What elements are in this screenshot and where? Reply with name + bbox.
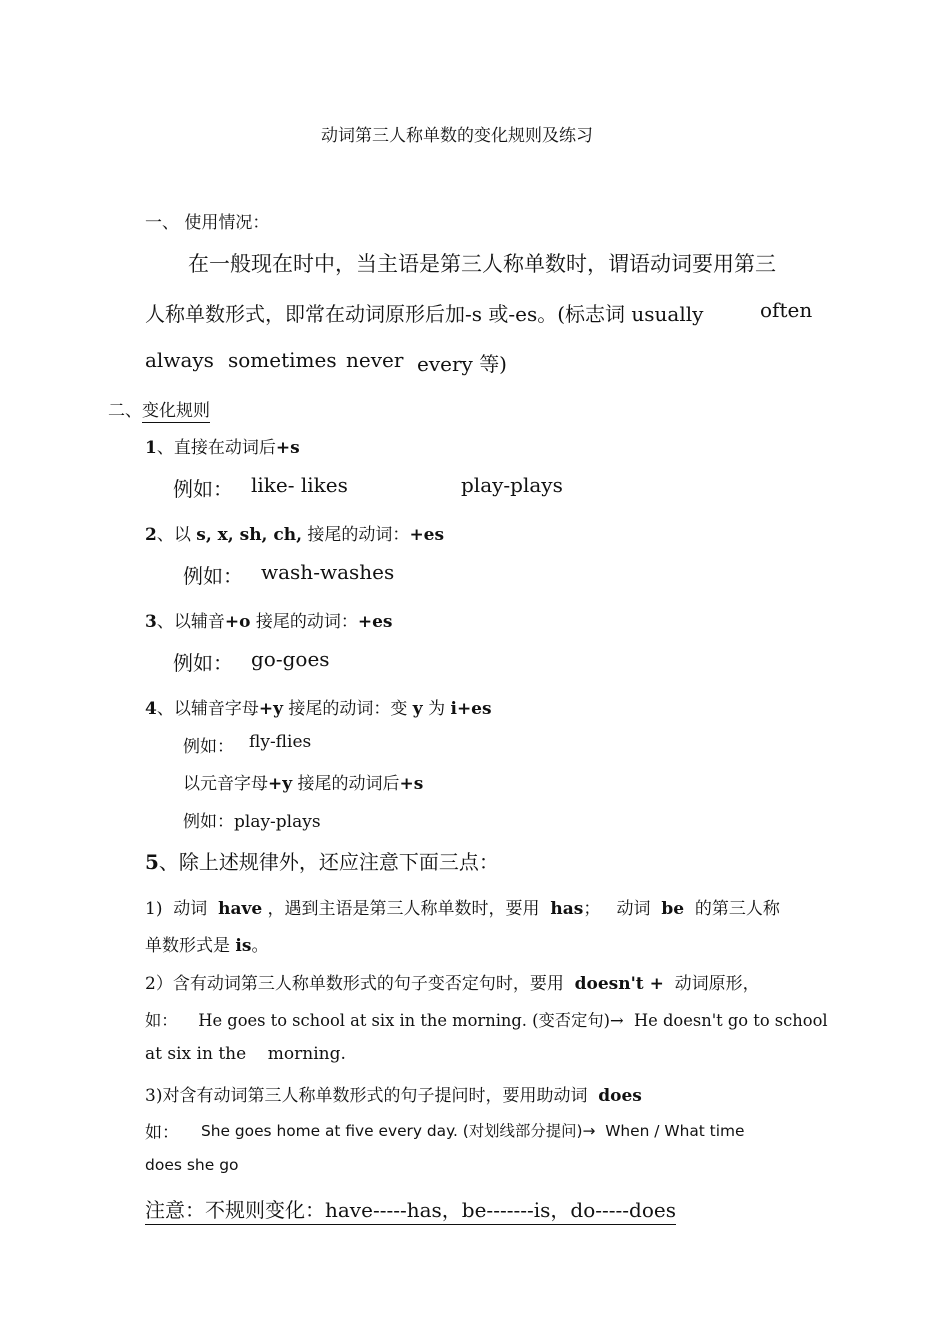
point-keyword-doesnt: doesn't + — [574, 974, 664, 994]
section2-heading — [108, 396, 210, 421]
para-line2-often: often — [760, 298, 813, 322]
section2-title: 变化规则 — [142, 401, 210, 421]
rule-number: 3 — [145, 612, 157, 632]
point-text: 3)对含有动词第三人称单数形式的句子提问时，要用助动词 — [145, 1086, 599, 1106]
rule-1-example-1: like- likes — [251, 473, 348, 497]
rule-suffix: +es — [409, 525, 445, 545]
rule-4-sub-rule — [183, 769, 423, 794]
rule-number: 5 — [145, 850, 159, 874]
rule-text: 接尾的动词： — [302, 525, 410, 545]
rule-4-example-1: fly-flies — [249, 732, 312, 752]
rule-letters: +y — [258, 699, 283, 719]
rule-text: 、以辅音 — [156, 612, 225, 632]
section1-heading: 一、 使用情况： — [145, 213, 270, 233]
rule-4-example-label: 例如： — [183, 737, 234, 757]
rule-3-example-label: 例如： — [173, 651, 233, 675]
point-text: 动词原形， — [663, 974, 760, 994]
point-1-line-2 — [145, 931, 268, 956]
point-keyword-has: has — [550, 899, 584, 919]
rule-text: 接尾的动词：变 — [282, 699, 413, 719]
rule-suffix: +s — [275, 438, 300, 458]
rule-2-heading — [145, 520, 444, 545]
point-text: 2）含有动词第三人称单数形式的句子变否定句时，要用 — [145, 974, 575, 994]
rule-text: 接尾的动词： — [250, 612, 358, 632]
rule-3-heading — [145, 607, 392, 632]
section2-prefix: 二、 — [108, 401, 142, 421]
rule-2-example-label: 例如： — [183, 564, 243, 588]
rule-1-example-2: play-plays — [461, 473, 563, 497]
point-3-line-1 — [145, 1081, 642, 1106]
rule-suffix: i+es — [450, 699, 492, 719]
point-keyword-does: does — [598, 1086, 642, 1106]
rule-number: 2 — [145, 525, 157, 545]
irregular-note: 注意：不规则变化：have-----has，be-------is，do-----does — [145, 1194, 676, 1225]
rule-5-heading — [145, 846, 499, 875]
rule-1-heading — [145, 433, 300, 458]
point-1-line-1 — [145, 894, 780, 919]
rule-1-example-label: 例如： — [173, 477, 233, 501]
point-2-line-1 — [145, 969, 760, 994]
rule-4-heading — [145, 694, 492, 719]
rule-number: 4 — [145, 699, 157, 719]
rule-text: 、直接在动词后 — [156, 438, 276, 458]
rule-text: 、以 — [156, 525, 197, 545]
para-line2-text: 人称单数形式，即常在动词原形后加-s 或-es。(标志词 usually — [145, 302, 704, 326]
rule-text: 、除上述规律外，还应注意下面三点： — [158, 850, 499, 874]
section1-para-line2 — [145, 298, 703, 327]
sub-rule-text: 以元音字母 — [183, 774, 268, 794]
rule-number: 1 — [145, 438, 157, 458]
rule-2-example-1: wash-washes — [261, 560, 395, 584]
rule-text: 为 — [422, 699, 451, 719]
point-2-line-2: 如： He goes to school at six in the morning. (变否定句)→ He doesn't go to school — [145, 1011, 828, 1030]
rule-4-sub-example: 例如：play-plays — [183, 812, 321, 832]
rule-text: 、以辅音字母 — [156, 699, 259, 719]
point-3-line-3: does she go — [145, 1156, 239, 1174]
marker-word-always: always — [145, 348, 214, 372]
section1-para-line1: 在一般现在时中，当主语是第三人称单数时，谓语动词要用第三 — [188, 252, 776, 276]
sub-rule-suffix: +s — [399, 774, 424, 794]
sub-rule-letters: +y — [268, 774, 293, 794]
point-text: 。 — [251, 936, 269, 956]
rule-letters: +o — [224, 612, 251, 632]
point-text: ，遇到主语是第三人称单数时，要用 — [262, 899, 551, 919]
point-3-line-2-label: 如： — [145, 1123, 179, 1143]
point-keyword-is: is — [235, 936, 252, 956]
point-text: ； 动词 — [583, 899, 662, 919]
point-text: 的第三人称 — [684, 899, 780, 919]
rule-suffix: +es — [357, 612, 393, 632]
sub-rule-text: 接尾的动词后 — [292, 774, 400, 794]
point-2-line-3: at six in the morning. — [145, 1044, 346, 1064]
marker-word-sometimes: sometimes — [228, 348, 337, 372]
page-title: 动词第三人称单数的变化规则及练习 — [321, 126, 593, 146]
rule-letters: s, x, sh, ch, — [196, 525, 303, 545]
point-text: 1) 动词 — [145, 899, 219, 919]
marker-word-every: every 等) — [417, 352, 507, 376]
rule-letter-y: y — [412, 699, 423, 719]
marker-word-never: never — [346, 348, 404, 372]
point-3-line-2: She goes home at five every day. (对划线部分提问)→ When / What time — [201, 1122, 745, 1140]
point-keyword-be: be — [661, 899, 685, 919]
rule-3-example-1: go-goes — [251, 647, 330, 671]
point-keyword-have: have — [218, 899, 263, 919]
point-text: 单数形式是 — [145, 936, 236, 956]
